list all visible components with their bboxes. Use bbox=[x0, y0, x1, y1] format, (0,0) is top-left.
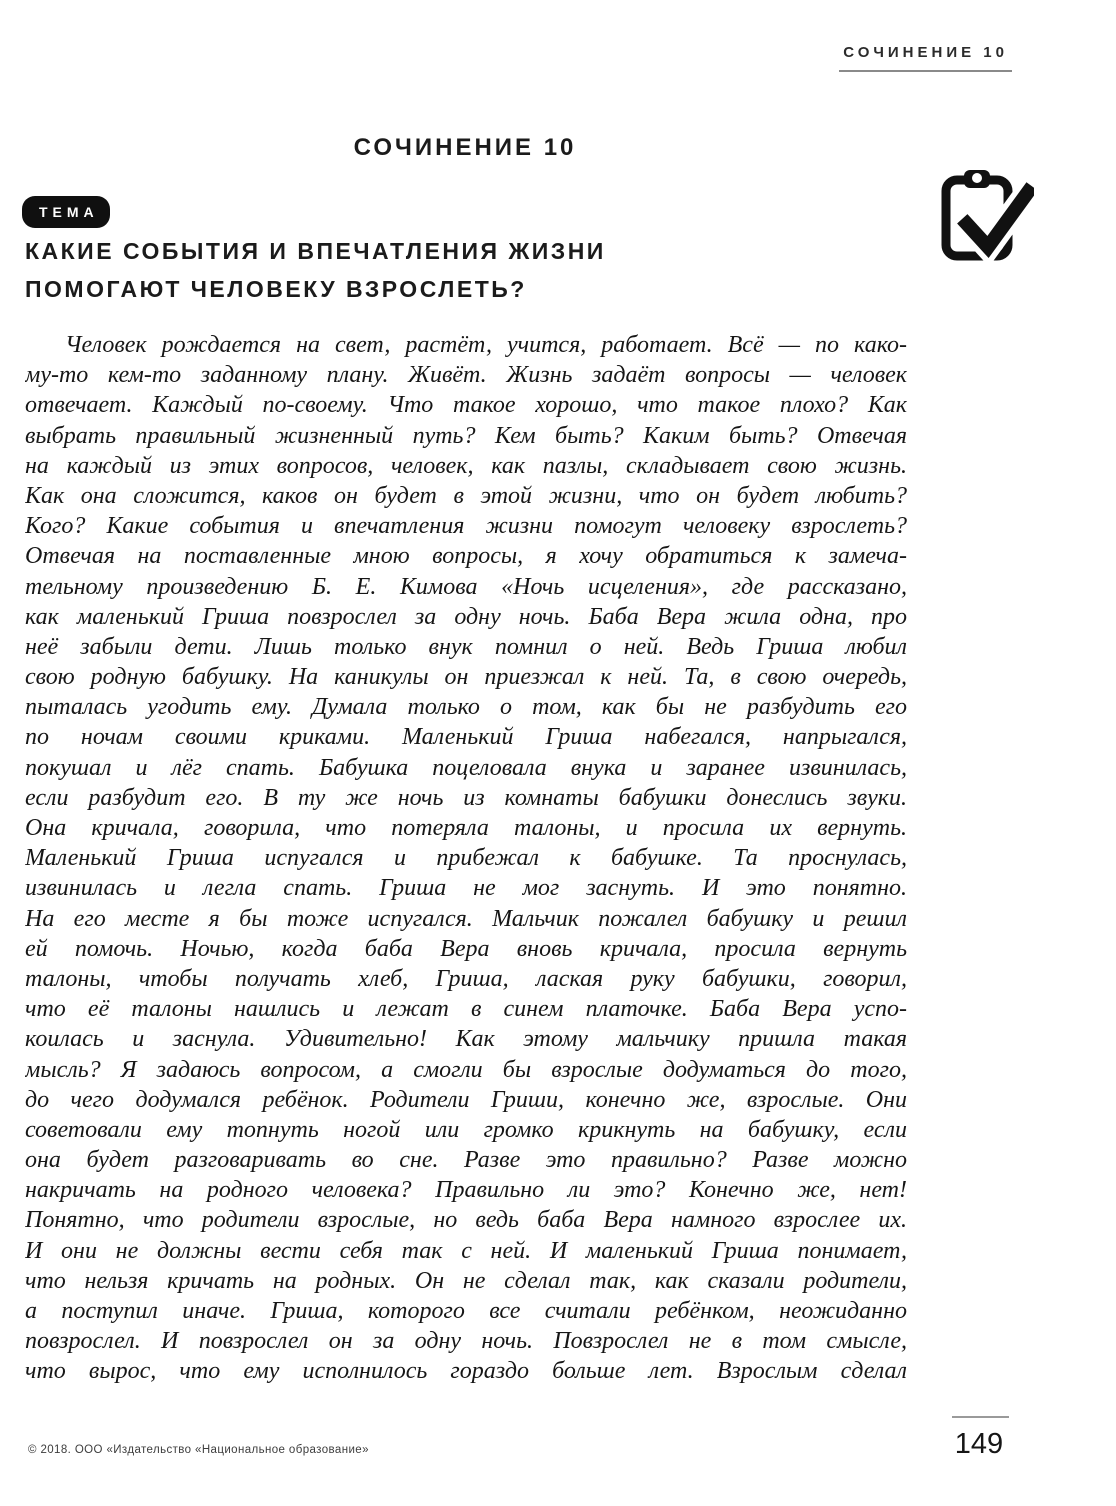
essay-line: советовали ему топнуть ногой или громко крикнуть на бабушку, если bbox=[25, 1116, 907, 1143]
topic-question-line: КАКИЕ СОБЫТИЯ И ВПЕЧАТЛЕНИЯ ЖИЗНИ bbox=[25, 238, 606, 264]
essay-line: На его месте я бы тоже испугался. Мальчик пожалел бабушку и решил bbox=[25, 905, 907, 932]
page-title: СОЧИНЕНИЕ 10 bbox=[353, 134, 577, 161]
essay-line: мысль? Я задаюсь вопросом, а смогли бы взрослые додуматься до того, bbox=[25, 1056, 907, 1083]
clipboard-check-icon bbox=[930, 162, 1034, 266]
essay-line: Маленький Гриша испугался и прибежал к бабушке. Та проснулась, bbox=[25, 845, 907, 872]
essay-line: Отвечая на поставленные мною вопросы, я хочу обратиться к замеча- bbox=[25, 543, 907, 570]
essay-line: как маленький Гриша повзрослел за одну ночь. Баба Вера жила одна, про bbox=[25, 603, 907, 630]
essay-line: Кого? Какие события и впечатления жизни помогут человеку взрослеть? bbox=[25, 513, 907, 540]
essay-line: неё забыли дети. Лишь только внук помнил о ней. Ведь Гриша любил bbox=[25, 633, 907, 660]
essay-line: накричать на родного человека? Правильно ли это? Конечно же, нет! bbox=[25, 1177, 907, 1204]
topic-question bbox=[25, 232, 725, 308]
topic-badge: ТЕМА bbox=[22, 196, 110, 228]
essay-line: И они не должны вести себя так с ней. И маленький Гриша понимает, bbox=[25, 1237, 907, 1264]
essay-line: Человек рождается на свет, растёт, учится, работает. Всё — по како- bbox=[65, 332, 907, 358]
essay-line: Как она сложится, каков он будет в этой жизни, что он будет любить? bbox=[25, 482, 907, 509]
essay-line: ей помочь. Ночью, когда баба Вера вновь кричала, просила вернуть bbox=[25, 935, 907, 962]
essay-line: она будет разговаривать во сне. Разве это правильно? Разве можно bbox=[25, 1147, 907, 1174]
essay-line: пыталась угодить ему. Думала только о том, как бы не разбудить его bbox=[25, 694, 907, 721]
essay-line: что вырос, что ему исполнилось гораздо больше лет. Взрослым сделал bbox=[25, 1358, 907, 1385]
essay-line: покушал и лёг спать. Бабушка поцеловала внука и заранее извинилась, bbox=[25, 754, 907, 781]
essay-line: повзрослел. И повзрослел он за одну ночь. Повзрослел не в том смысле, bbox=[25, 1328, 907, 1355]
essay-line: тельному произведению Б. Е. Кимова «Ночь исцеления», где рассказано, bbox=[25, 573, 907, 600]
topic-question-line: ПОМОГАЮТ ЧЕЛОВЕКУ ВЗРОСЛЕТЬ? bbox=[25, 276, 527, 302]
essay-line: а поступил иначе. Гриша, которого все считали ребёнком, неожиданно bbox=[25, 1298, 907, 1324]
essay-line: что нельзя кричать на родных. Он не сделал так, как сказали родители, bbox=[25, 1267, 907, 1294]
page-number-rule bbox=[952, 1416, 1009, 1418]
essay-line: му-то кем-то заданному плану. Живёт. Жизнь задаёт вопросы — человек bbox=[25, 362, 907, 389]
essay-line: Она кричала, говорила, что потеряла талоны, и просила их вернуть. bbox=[25, 815, 907, 841]
essay-line: свою родную бабушку. На каникулы он приезжал к ней. Та, в свою очередь, bbox=[25, 664, 907, 691]
essay-line: по ночам своими криками. Маленький Гриша набегался, напрыгался, bbox=[25, 724, 907, 751]
essay-body bbox=[25, 330, 907, 1387]
footer-copyright: © 2018. ООО «Издательство «Национальное образование» bbox=[28, 1444, 369, 1456]
essay-line: выбрать правильный жизненный путь? Кем быть? Каким быть? Отвечая bbox=[25, 422, 907, 449]
page-number: 149 bbox=[954, 1428, 1004, 1460]
essay-line: отвечает. Каждый по-своему. Что такое хорошо, что такое плохо? Как bbox=[25, 392, 907, 419]
essay-line: талоны, чтобы получать хлеб, Гриша, лаская руку бабушки, говорил, bbox=[25, 965, 907, 992]
essay-line: коилась и заснула. Удивительно! Как этому мальчику пришла такая bbox=[25, 1026, 907, 1053]
essay-line: что её талоны нашлись и лежат в синем платочке. Баба Вера успо- bbox=[25, 996, 907, 1023]
running-header: СОЧИНЕНИЕ 10 bbox=[839, 44, 1012, 72]
essay-line: до чего додумался ребёнок. Родители Гриши, конечно же, взрослые. Они bbox=[25, 1086, 907, 1113]
essay-line: на каждый из этих вопросов, человек, как пазлы, складывает свою жизнь. bbox=[25, 452, 907, 479]
essay-line: если разбудит его. В ту же ночь из комнаты бабушки донеслись звуки. bbox=[25, 784, 907, 811]
essay-line: извинилась и легла спать. Гриша не мог заснуть. И это понятно. bbox=[25, 875, 907, 902]
essay-line: Понятно, что родители взрослые, но ведь баба Вера намного взрослее их. bbox=[25, 1207, 907, 1234]
